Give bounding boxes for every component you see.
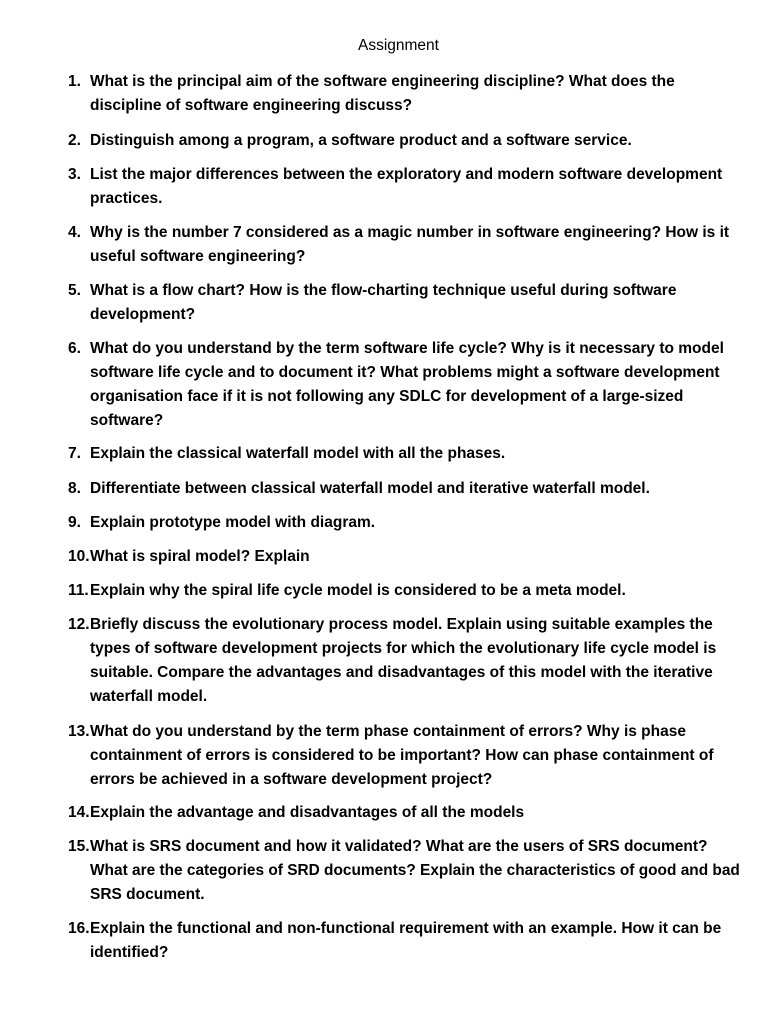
question-item bbox=[0, 442, 768, 466]
question-number: 14. bbox=[68, 804, 90, 821]
question-text-line: Explain the classical waterfall model with all the phases. bbox=[90, 445, 506, 462]
question-text-line: useful software engineering? bbox=[90, 248, 306, 265]
question-text-line: Explain why the spiral life cycle model is considered to be a meta model. bbox=[90, 582, 626, 599]
question-number: 7. bbox=[68, 445, 81, 462]
question-item bbox=[0, 129, 768, 153]
question-item bbox=[0, 337, 768, 433]
question-text-line: Explain the functional and non-functional requirement with an example. How it can be bbox=[90, 920, 722, 937]
question-text-line: SRS document. bbox=[90, 886, 205, 903]
question-number: 16. bbox=[68, 920, 90, 937]
question-text-line: organisation face if it is not following any SDLC for development of a large-sized bbox=[90, 388, 684, 405]
question-number: 5. bbox=[68, 282, 81, 299]
question-item bbox=[0, 835, 768, 907]
question-number: 3. bbox=[68, 166, 81, 183]
question-number: 6. bbox=[68, 340, 81, 357]
question-text-line: Explain the advantage and disadvantages of all the models bbox=[90, 804, 525, 821]
question-item bbox=[0, 801, 768, 825]
question-text-line: List the major differences between the exploratory and modern software development bbox=[90, 166, 723, 183]
question-text-line: Differentiate between classical waterfall model and iterative waterfall model. bbox=[90, 480, 650, 497]
question-text-line: What is spiral model? Explain bbox=[90, 548, 310, 565]
question-item bbox=[0, 70, 768, 118]
question-text-line: identified? bbox=[90, 944, 169, 961]
question-item bbox=[0, 613, 768, 709]
question-number: 2. bbox=[68, 132, 81, 149]
question-item bbox=[0, 545, 768, 569]
question-text-line: suitable. Compare the advantages and disadvantages of this model with the iterative bbox=[90, 664, 713, 681]
question-number: 1. bbox=[68, 73, 81, 90]
question-text-line: errors be achieved in a software development project? bbox=[90, 771, 493, 788]
question-text-line: Explain prototype model with diagram. bbox=[90, 514, 376, 531]
question-text-line: What do you understand by the term phase containment of errors? Why is phase bbox=[90, 723, 686, 740]
question-text-line: What is the principal aim of the software engineering discipline? What does the bbox=[90, 73, 675, 90]
question-item bbox=[0, 917, 768, 965]
question-number: 15. bbox=[68, 838, 90, 855]
question-text-line: What are the categories of SRD documents? Explain the characteristics of good and bad bbox=[90, 862, 740, 879]
question-text-line: What is SRS document and how it validated? What are the users of SRS document? bbox=[90, 838, 708, 855]
question-number: 12. bbox=[68, 616, 90, 633]
question-text-line: Distinguish among a program, a software product and a software service. bbox=[90, 132, 632, 149]
question-item bbox=[0, 579, 768, 603]
question-number: 11. bbox=[68, 582, 89, 599]
question-text-line: types of software development projects for which the evolutionary life cycle model is bbox=[90, 640, 717, 657]
question-item bbox=[0, 221, 768, 269]
question-text-line: What do you understand by the term software life cycle? Why is it necessary to model bbox=[90, 340, 724, 357]
question-text-line: waterfall model. bbox=[90, 688, 208, 705]
question-number: 8. bbox=[68, 480, 81, 497]
question-text-line: software life cycle and to document it? What problems might a software development bbox=[90, 364, 720, 381]
question-text-line: containment of errors is considered to be important? How can phase containment of bbox=[90, 747, 714, 764]
question-text-line: discipline of software engineering discuss? bbox=[90, 97, 413, 114]
question-item bbox=[0, 477, 768, 501]
question-item bbox=[0, 720, 768, 792]
question-text-line: software? bbox=[90, 412, 164, 429]
page-title: Assignment bbox=[358, 37, 439, 54]
question-text-line: practices. bbox=[90, 190, 163, 207]
question-item bbox=[0, 163, 768, 211]
question-number: 9. bbox=[68, 514, 81, 531]
question-item bbox=[0, 511, 768, 535]
question-text-line: What is a flow chart? How is the flow-charting technique useful during software bbox=[90, 282, 677, 299]
question-text-line: Briefly discuss the evolutionary process model. Explain using suitable examples the bbox=[90, 616, 713, 633]
question-number: 4. bbox=[68, 224, 81, 241]
question-number: 10. bbox=[68, 548, 90, 565]
question-text-line: development? bbox=[90, 306, 196, 323]
question-text-line: Why is the number 7 considered as a magic number in software engineering? How is it bbox=[90, 224, 730, 241]
question-number: 13. bbox=[68, 723, 90, 740]
question-item bbox=[0, 279, 768, 327]
